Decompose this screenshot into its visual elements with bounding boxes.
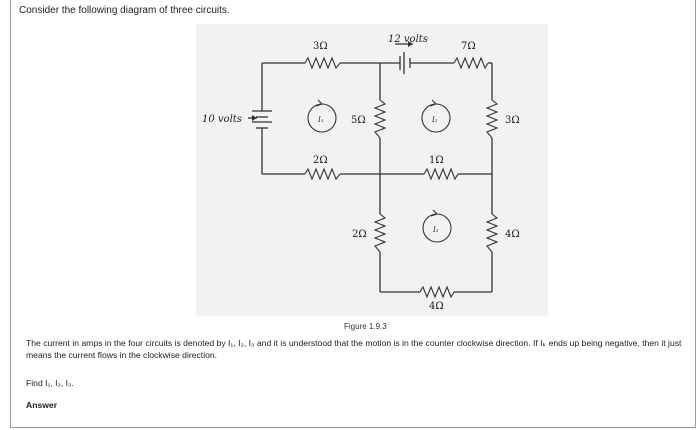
resistor-lower-vertical <box>375 214 385 252</box>
label-bottom-resistor: 4Ω <box>429 301 444 312</box>
resistor-top-right <box>454 58 488 68</box>
label-10-volts: 10 volts <box>202 114 242 125</box>
label-top-left-resistor: 3Ω <box>313 41 328 52</box>
figure-caption: Figure 1.9.3 <box>344 322 387 331</box>
resistor-middle-vertical <box>375 100 385 138</box>
label-right-upper-resistor: 3Ω <box>505 115 520 126</box>
resistor-middle-left <box>305 169 340 179</box>
resistor-bottom <box>420 287 454 297</box>
label-middle-left-resistor: 2Ω <box>313 155 328 166</box>
find-instruction: Find I₁, I₂, I₃. <box>26 378 74 388</box>
label-middle-vertical-resistor: 5Ω <box>351 115 366 126</box>
label-right-lower-resistor: 4Ω <box>505 229 520 240</box>
resistor-top-left <box>305 58 340 68</box>
label-loop-i2: I₂ <box>432 116 438 124</box>
battery-top <box>395 41 413 74</box>
resistor-middle-right <box>424 169 458 179</box>
intro-text: Consider the following diagram of three circuits. <box>19 5 230 16</box>
resistor-right-lower <box>487 214 497 252</box>
battery-left <box>248 111 272 128</box>
question-paragraph: The current in amps in the four circuits is denoted by I₁, I₂, I₃ and it is understood that the motion is in the counter clockwise direction. If Iₖ ends up being negative, then it just means the current flows in the clockwise direction. <box>26 338 682 360</box>
resistor-right-upper <box>487 100 497 138</box>
wires <box>262 63 492 292</box>
label-middle-right-resistor: 1Ω <box>429 155 444 166</box>
label-loop-i1: I₁ <box>318 116 324 124</box>
answer-label: Answer <box>26 400 58 410</box>
label-top-right-resistor: 7Ω <box>461 41 476 52</box>
label-12-volts: 12 volts <box>388 34 428 45</box>
label-loop-i3: I₃ <box>433 226 439 234</box>
label-lower-vertical-resistor: 2Ω <box>352 229 367 240</box>
